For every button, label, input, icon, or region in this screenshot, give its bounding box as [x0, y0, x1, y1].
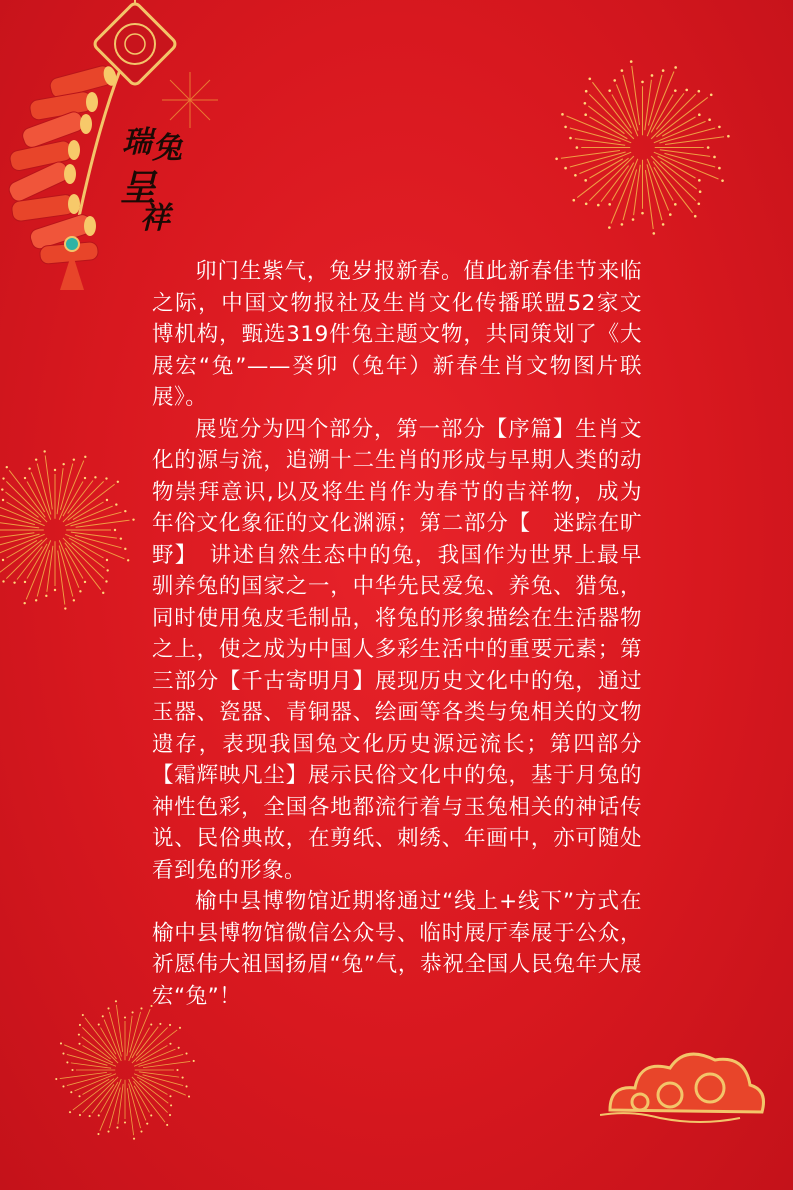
blessing-char: 兔	[152, 131, 182, 166]
article-paragraph: 展览分为四个部分，第一部分【序篇】生肖文化的源与流，追溯十二生肖的形成与早期人类的动物崇拜意识,以及将生肖作为春节的吉祥物，成为年俗文化象征的文化渊源；第二部分【 迷踪在旷野】 讲述自然生态中的兔，我国作为世界上最早驯养兔的国家之一，中华先民爱兔、养兔、猎兔，同时使用兔皮毛制品，将兔的形象描绘在生活器物之上，使之成为中国人多彩生活中的重要元素；第三部分【千古寄明月】展现历史文化中的兔，通过玉器、瓷器、青铜器、绘画等各类与兔相关的文物遗存，表现我国兔文化历史源远流长；第四部分【霜辉映凡尘】展示民俗文化中的兔，基于月兔的神性色彩，全国各地都流行着与玉兔相关的神话传说、民俗典故，在剪纸、刺绣、年画中，亦可随处看到兔的形象。	[152, 416, 642, 883]
article-paragraph: 卯门生紫气，兔岁报新春。值此新春佳节来临之际，中国文物报社及生肖文化传播联盟52家文博机构，甄选319件兔主题文物，共同策划了《大展宏“兔”——癸卯（兔年）新春生肖文物图片联展》。	[152, 259, 642, 410]
firework-icon	[0, 450, 135, 610]
blessing-char: 呈	[120, 167, 157, 209]
auspicious-cloud-icon	[600, 1040, 770, 1130]
article-body	[152, 256, 642, 1012]
blessing-calligraphy	[118, 125, 188, 238]
firework-icon	[555, 60, 730, 235]
firework-icon	[55, 1000, 195, 1140]
blessing-char: 祥	[140, 201, 170, 236]
article-paragraph: 榆中县博物馆近期将通过“线上+线下”方式在榆中县博物馆微信公众号、临时展厅奉展于公众，祈愿伟大祖国扬眉“兔”气，恭祝全国人民兔年大展宏“兔”！	[152, 889, 642, 1009]
firework-icon	[160, 70, 220, 130]
blessing-char: 瑞	[122, 125, 152, 160]
